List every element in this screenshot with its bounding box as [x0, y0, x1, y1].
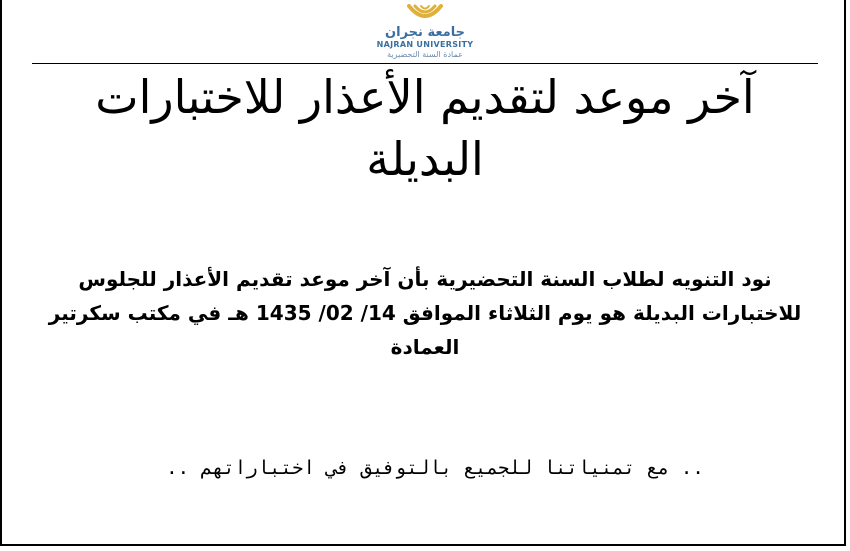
- university-logo: [360, 4, 490, 62]
- header-divider: [32, 63, 818, 64]
- page-title: آخر موعد لتقديم الأعذار للاختبارات البديلة: [95, 70, 755, 186]
- logo-emblem-icon: [395, 4, 455, 26]
- announcement-body: نود التنويه لطلاب السنة التحضيرية بأن آخر موعد تقديم الأعذار للجلوس للاختبارات البديلة هو يوم الثلاثاء الموافق 14/ 02/ 1435 هـ في مكتب سكرتير العمادة: [48, 267, 802, 359]
- logo-arabic-name: جامعة نجران: [385, 25, 465, 40]
- closing-wishes: .. مع تمنياتنا للجميع بالتوفيق في اختباراتهم ..: [166, 457, 704, 479]
- logo-english-name: NAJRAN UNIVERSITY: [376, 40, 474, 49]
- logo-deanship-name: عمادة السنة التحضيرية: [387, 50, 463, 59]
